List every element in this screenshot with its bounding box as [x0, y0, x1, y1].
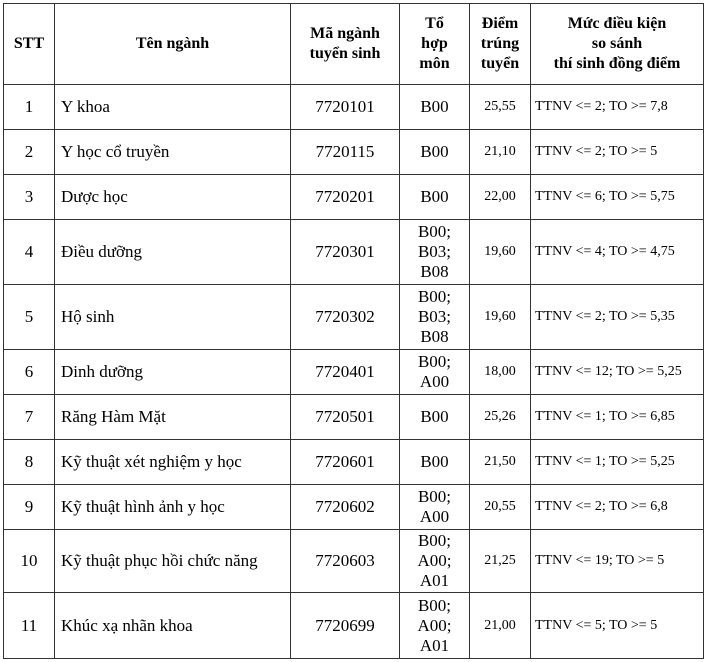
header-score: Điểm trúng tuyển	[470, 4, 531, 85]
cell-subject-combo: B00; B03; B08	[400, 285, 470, 350]
table-row	[4, 175, 704, 220]
cell-stt: 4	[4, 220, 55, 285]
cell-stt: 3	[4, 175, 55, 220]
header-combo: Tổ hợp môn	[400, 4, 470, 85]
cell-major-name: Khúc xạ nhãn khoa	[55, 593, 291, 659]
cell-subject-combo: B00	[400, 85, 470, 130]
cell-stt: 1	[4, 85, 55, 130]
cell-major-name: Kỹ thuật xét nghiệm y học	[55, 440, 291, 485]
table-row	[4, 593, 704, 659]
cell-subject-combo: B00; A00; A01	[400, 593, 470, 659]
cell-tiebreak-condition: TTNV <= 1; TO >= 5,25	[531, 440, 704, 485]
cell-major-name: Điều dưỡng	[55, 220, 291, 285]
table-row	[4, 285, 704, 350]
cell-major-code: 7720401	[291, 350, 400, 395]
cell-stt: 6	[4, 350, 55, 395]
cell-stt: 7	[4, 395, 55, 440]
cell-major-code: 7720302	[291, 285, 400, 350]
cell-major-code: 7720501	[291, 395, 400, 440]
cell-score: 20,55	[470, 485, 531, 530]
cell-major-code: 7720603	[291, 530, 400, 593]
cell-tiebreak-condition: TTNV <= 19; TO >= 5	[531, 530, 704, 593]
cell-tiebreak-condition: TTNV <= 2; TO >= 5,35	[531, 285, 704, 350]
cell-tiebreak-condition: TTNV <= 2; TO >= 5	[531, 130, 704, 175]
cell-score: 21,50	[470, 440, 531, 485]
cell-major-name: Kỹ thuật phục hồi chức năng	[55, 530, 291, 593]
header-name: Tên ngành	[55, 4, 291, 85]
cell-tiebreak-condition: TTNV <= 2; TO >= 6,8	[531, 485, 704, 530]
cell-major-name: Răng Hàm Mặt	[55, 395, 291, 440]
cell-score: 19,60	[470, 285, 531, 350]
cell-subject-combo: B00; A00	[400, 350, 470, 395]
cell-subject-combo: B00; B03; B08	[400, 220, 470, 285]
cell-major-code: 7720601	[291, 440, 400, 485]
cell-major-name: Dinh dưỡng	[55, 350, 291, 395]
cell-subject-combo: B00	[400, 175, 470, 220]
cell-stt: 5	[4, 285, 55, 350]
cell-major-name: Dược học	[55, 175, 291, 220]
table-row	[4, 85, 704, 130]
header-code: Mã ngành tuyển sinh	[291, 4, 400, 85]
cell-score: 22,00	[470, 175, 531, 220]
header-stt: STT	[4, 4, 55, 85]
cell-score: 21,25	[470, 530, 531, 593]
cell-major-name: Kỹ thuật hình ảnh y học	[55, 485, 291, 530]
cell-subject-combo: B00	[400, 395, 470, 440]
cell-tiebreak-condition: TTNV <= 5; TO >= 5	[531, 593, 704, 659]
table-row	[4, 130, 704, 175]
cell-subject-combo: B00	[400, 440, 470, 485]
header-condition: Mức điều kiện so sánh thí sinh đồng điểm	[531, 4, 704, 85]
cell-major-name: Hộ sinh	[55, 285, 291, 350]
cell-tiebreak-condition: TTNV <= 12; TO >= 5,25	[531, 350, 704, 395]
cell-stt: 8	[4, 440, 55, 485]
cell-score: 21,10	[470, 130, 531, 175]
cell-major-code: 7720699	[291, 593, 400, 659]
cell-stt: 11	[4, 593, 55, 659]
table-row	[4, 395, 704, 440]
cell-score: 19,60	[470, 220, 531, 285]
cell-score: 25,55	[470, 85, 531, 130]
cell-stt: 9	[4, 485, 55, 530]
cell-major-name: Y khoa	[55, 85, 291, 130]
admission-score-table	[3, 3, 704, 659]
header-row	[4, 4, 704, 85]
cell-subject-combo: B00; A00	[400, 485, 470, 530]
table-row	[4, 220, 704, 285]
cell-major-code: 7720101	[291, 85, 400, 130]
cell-major-code: 7720301	[291, 220, 400, 285]
cell-stt: 10	[4, 530, 55, 593]
cell-major-code: 7720115	[291, 130, 400, 175]
cell-score: 18,00	[470, 350, 531, 395]
cell-tiebreak-condition: TTNV <= 6; TO >= 5,75	[531, 175, 704, 220]
cell-major-code: 7720602	[291, 485, 400, 530]
cell-score: 21,00	[470, 593, 531, 659]
cell-tiebreak-condition: TTNV <= 4; TO >= 4,75	[531, 220, 704, 285]
cell-major-name: Y học cổ truyền	[55, 130, 291, 175]
table-row	[4, 485, 704, 530]
cell-score: 25,26	[470, 395, 531, 440]
cell-tiebreak-condition: TTNV <= 2; TO >= 7,8	[531, 85, 704, 130]
cell-tiebreak-condition: TTNV <= 1; TO >= 6,85	[531, 395, 704, 440]
cell-major-code: 7720201	[291, 175, 400, 220]
table-row	[4, 350, 704, 395]
cell-subject-combo: B00	[400, 130, 470, 175]
cell-stt: 2	[4, 130, 55, 175]
table-row	[4, 530, 704, 593]
cell-subject-combo: B00; A00; A01	[400, 530, 470, 593]
table-row	[4, 440, 704, 485]
